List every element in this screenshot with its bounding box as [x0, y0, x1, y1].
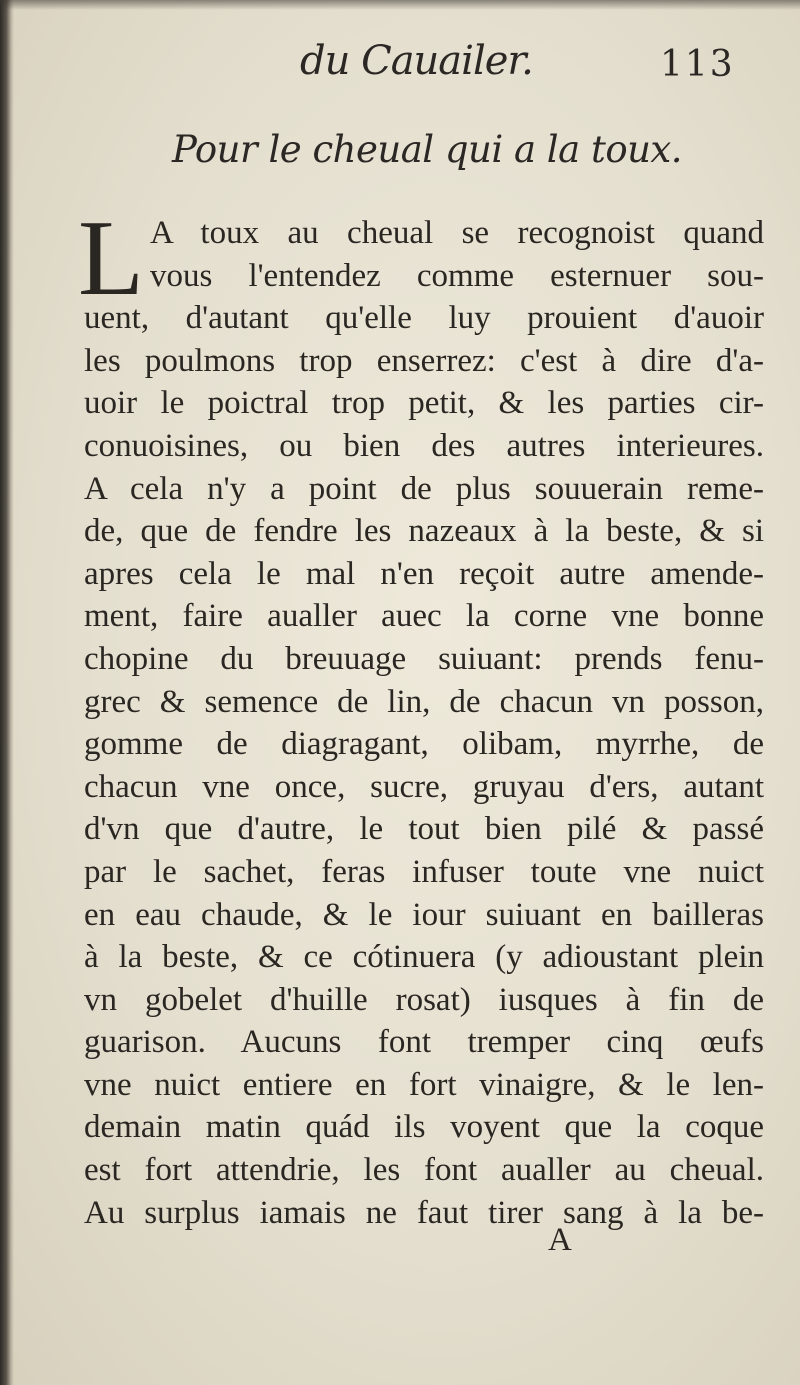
- text-line: vn gobelet d'huille rosat) iusques à fin de: [84, 981, 764, 1018]
- text-line: guarison. Aucuns font tremper cinq œufs: [84, 1024, 764, 1061]
- page-number: 113: [660, 44, 735, 85]
- text-line: conuoisines, ou bien des autres interieures.: [84, 427, 764, 464]
- text-line: en eau chaude, & le iour suiuant en bailleras: [84, 896, 764, 933]
- text-line: chopine du breuuage suiuant: prends fenu-: [84, 640, 764, 677]
- text-line: vne nuict entiere en fort vinaigre, & le len-: [84, 1066, 764, 1103]
- text-line: uoir le poictral trop petit, & les parties cir-: [84, 385, 764, 422]
- text-line: Au surplus iamais ne faut tirer sang à la be-: [84, 1194, 764, 1231]
- catchword: A: [548, 1222, 572, 1258]
- text-line: vous l'entendez comme esternuer sou-: [150, 257, 764, 294]
- running-head: du Cauailer.: [300, 38, 533, 84]
- text-line: apres cela le mal n'en reçoit autre amende-: [84, 555, 764, 592]
- drop-cap: L: [78, 199, 144, 318]
- text-line: de, que de fendre les nazeaux à la beste, & si: [84, 513, 764, 550]
- text-line: les poulmons trop enserrez: c'est à dire d'a-: [84, 342, 764, 379]
- text-line: A cela n'y a point de plus souuerain reme-: [84, 470, 764, 507]
- text-line: chacun vne once, sucre, gruyau d'ers, autant: [84, 768, 764, 805]
- text-line: à la beste, & ce cótinuera (y adioustant plein: [84, 939, 764, 976]
- text-line: A toux au cheual se recognoist quand: [150, 215, 764, 251]
- text-line: par le sachet, feras infuser toute vne nuict: [84, 853, 764, 890]
- body-text: [84, 212, 764, 1234]
- binding-edge: [0, 0, 14, 1385]
- text-line: est fort attendrie, les font aualler au cheual.: [84, 1152, 764, 1189]
- section-heading: Pour le cheual qui a la toux.: [172, 128, 683, 171]
- text-line: gomme de diagragant, olibam, myrrhe, de: [84, 726, 764, 763]
- text-line: d'vn que d'autre, le tout bien pilé & passé: [84, 811, 764, 848]
- text-line: grec & semence de lin, de chacun vn posson,: [84, 683, 764, 720]
- text-line: uent, d'autant qu'elle luy prouient d'auoir: [84, 300, 764, 337]
- text-line: demain matin quád ils voyent que la coque: [84, 1109, 764, 1146]
- text-line: ment, faire aualler auec la corne vne bonne: [84, 598, 764, 635]
- page-top-shadow: [0, 0, 800, 10]
